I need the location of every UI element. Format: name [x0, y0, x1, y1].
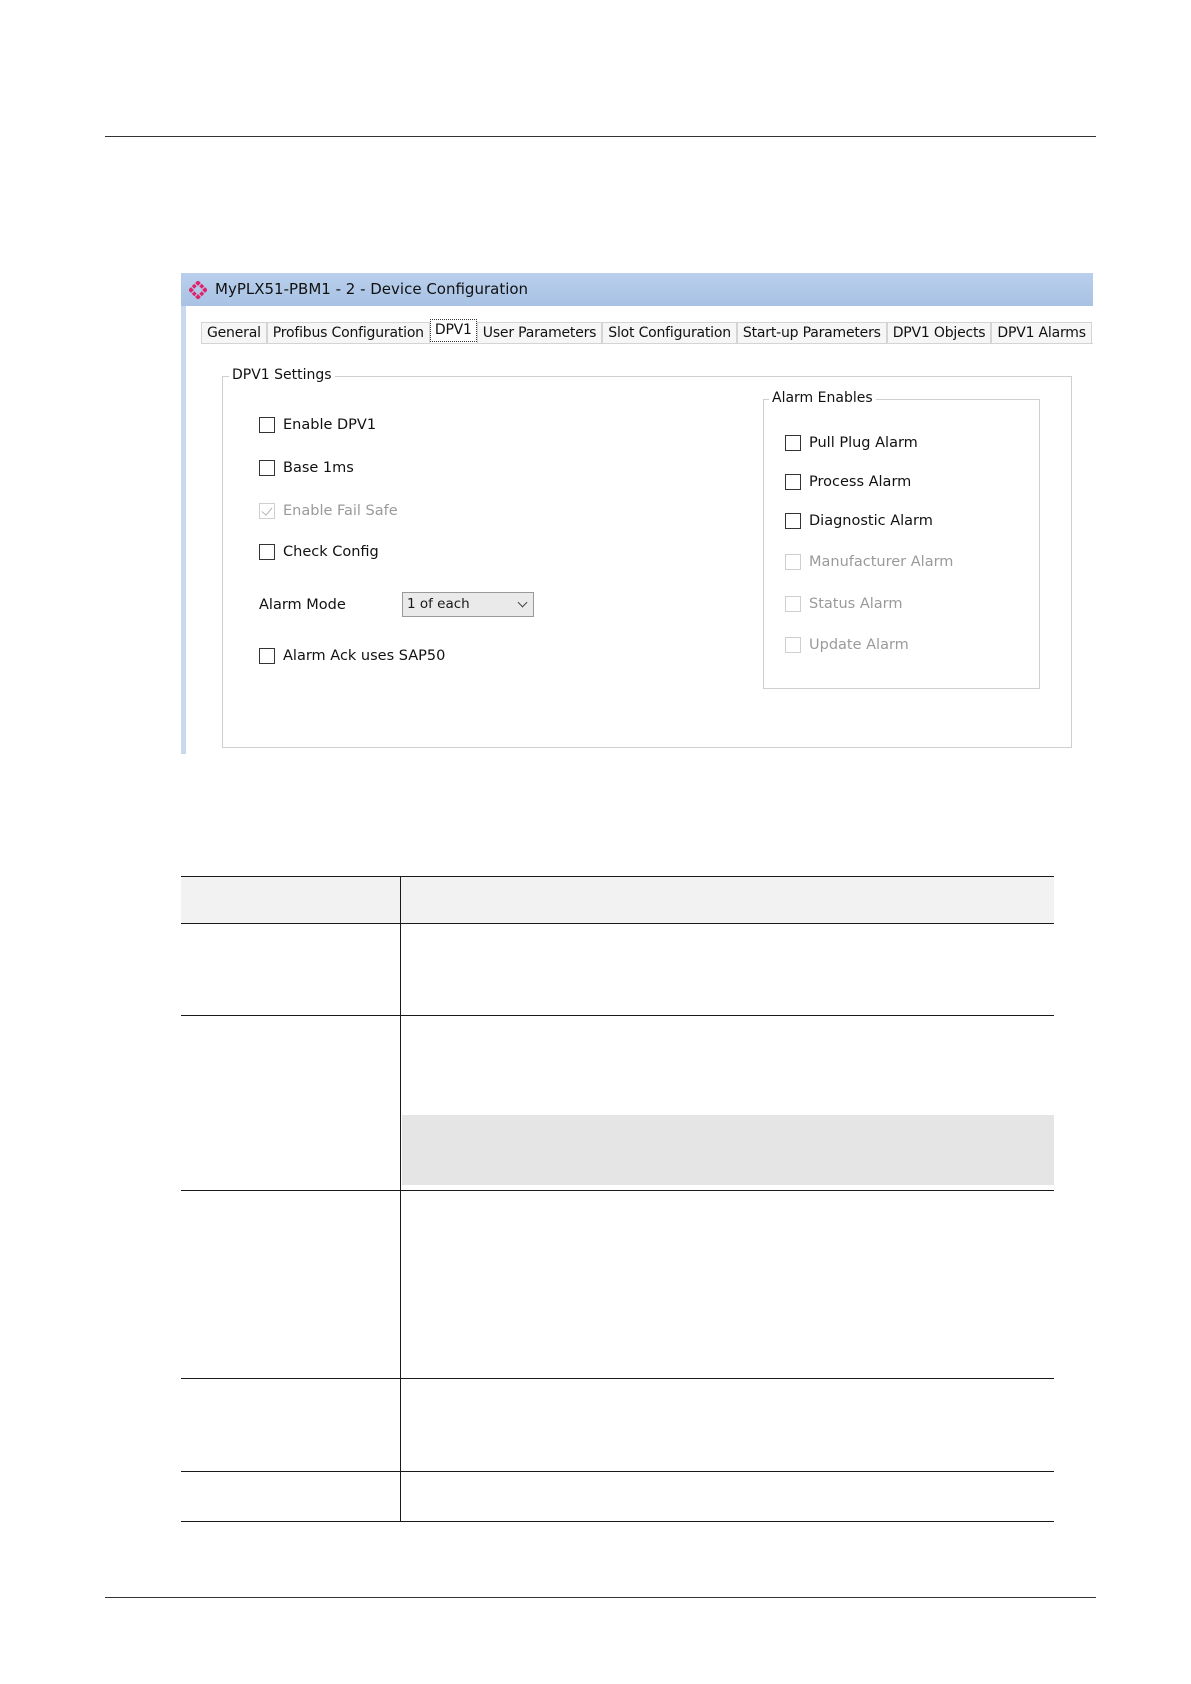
table-row — [181, 923, 1054, 1015]
diagnostic-alarm-checkbox[interactable] — [785, 513, 801, 529]
process-alarm-label: Process Alarm — [809, 474, 912, 490]
table-row — [181, 1378, 1054, 1471]
window-left-edge — [181, 306, 186, 754]
table-cell — [401, 1191, 1054, 1378]
alarm-mode-value: 1 of each — [407, 596, 470, 612]
alarm-mode-label: Alarm Mode — [259, 597, 346, 613]
alarm-enables-title: Alarm Enables — [769, 390, 876, 406]
table-cell — [181, 1472, 401, 1522]
status-alarm-label: Status Alarm — [809, 596, 903, 612]
checkmark-icon — [261, 504, 272, 516]
update-alarm-checkbox — [785, 637, 801, 653]
check-config-checkbox[interactable] — [259, 544, 275, 560]
tab-user-parameters[interactable]: User Parameters — [477, 322, 603, 343]
alarm-ack-label: Alarm Ack uses SAP50 — [283, 648, 446, 664]
diagnostic-alarm-label: Diagnostic Alarm — [809, 513, 933, 529]
tab-general[interactable]: General — [201, 322, 267, 343]
update-alarm-row — [785, 637, 909, 653]
parameter-table — [181, 876, 1054, 1522]
process-alarm-row[interactable] — [785, 474, 911, 490]
table-cell — [181, 924, 401, 1015]
note-band — [402, 1115, 1054, 1185]
tab-panel-top-border — [201, 343, 1093, 344]
status-alarm-row — [785, 596, 902, 612]
manufacturer-alarm-checkbox — [785, 554, 801, 570]
table-cell — [401, 1379, 1054, 1471]
app-logo-icon — [189, 281, 207, 299]
tab-dpv1-alarms[interactable]: DPV1 Alarms — [991, 322, 1091, 343]
table-row — [181, 1015, 1054, 1190]
alarm-ack-checkbox[interactable] — [259, 648, 275, 664]
status-alarm-checkbox — [785, 596, 801, 612]
enable-fail-safe-row — [259, 503, 398, 519]
window-titlebar[interactable] — [181, 273, 1093, 306]
alarm-mode-select[interactable] — [402, 592, 534, 617]
alarm-ack-row[interactable] — [259, 648, 445, 664]
table-cell — [181, 1016, 401, 1190]
tab-profibus-configuration[interactable]: Profibus Configuration — [267, 322, 430, 343]
table-row — [181, 1471, 1054, 1522]
pull-plug-alarm-row[interactable] — [785, 435, 918, 451]
tab-strip — [201, 322, 1092, 343]
enable-dpv1-row[interactable] — [259, 417, 376, 433]
device-configuration-window — [181, 273, 1093, 754]
manufacturer-alarm-row — [785, 554, 953, 570]
dpv1-settings-title: DPV1 Settings — [229, 367, 335, 383]
tab-slot-configuration[interactable]: Slot Configuration — [602, 322, 737, 343]
table-header-row — [181, 876, 1054, 923]
table-cell — [401, 1472, 1054, 1522]
pull-plug-alarm-checkbox[interactable] — [785, 435, 801, 451]
enable-fail-safe-label: Enable Fail Safe — [283, 503, 398, 519]
base-1ms-label: Base 1ms — [283, 460, 354, 476]
process-alarm-checkbox[interactable] — [785, 474, 801, 490]
diagnostic-alarm-row[interactable] — [785, 513, 933, 529]
enable-fail-safe-checkbox — [259, 503, 275, 519]
check-config-row[interactable] — [259, 544, 379, 560]
table-cell — [181, 1379, 401, 1471]
update-alarm-label: Update Alarm — [809, 637, 909, 653]
tab-dpv1[interactable]: DPV1 — [430, 319, 477, 342]
pull-plug-alarm-label: Pull Plug Alarm — [809, 435, 918, 451]
base-1ms-row[interactable] — [259, 460, 354, 476]
base-1ms-checkbox[interactable] — [259, 460, 275, 476]
enable-dpv1-checkbox[interactable] — [259, 417, 275, 433]
enable-dpv1-label: Enable DPV1 — [283, 417, 377, 433]
table-bottom-rule — [181, 1521, 1054, 1522]
tab-start-up-parameters[interactable]: Start-up Parameters — [737, 322, 887, 343]
chevron-down-icon — [518, 598, 528, 608]
table-header-cell — [401, 877, 1054, 923]
table-cell — [181, 1191, 401, 1378]
table-cell — [401, 924, 1054, 1015]
page-header-rule — [105, 136, 1096, 137]
window-title: MyPLX51-PBM1 - 2 - Device Configuration — [215, 280, 529, 298]
tab-dpv1-objects[interactable]: DPV1 Objects — [887, 322, 992, 343]
table-row — [181, 1190, 1054, 1378]
check-config-label: Check Config — [283, 544, 379, 560]
manufacturer-alarm-label: Manufacturer Alarm — [809, 554, 954, 570]
table-header-cell — [181, 877, 401, 923]
page-footer-rule — [105, 1597, 1096, 1598]
